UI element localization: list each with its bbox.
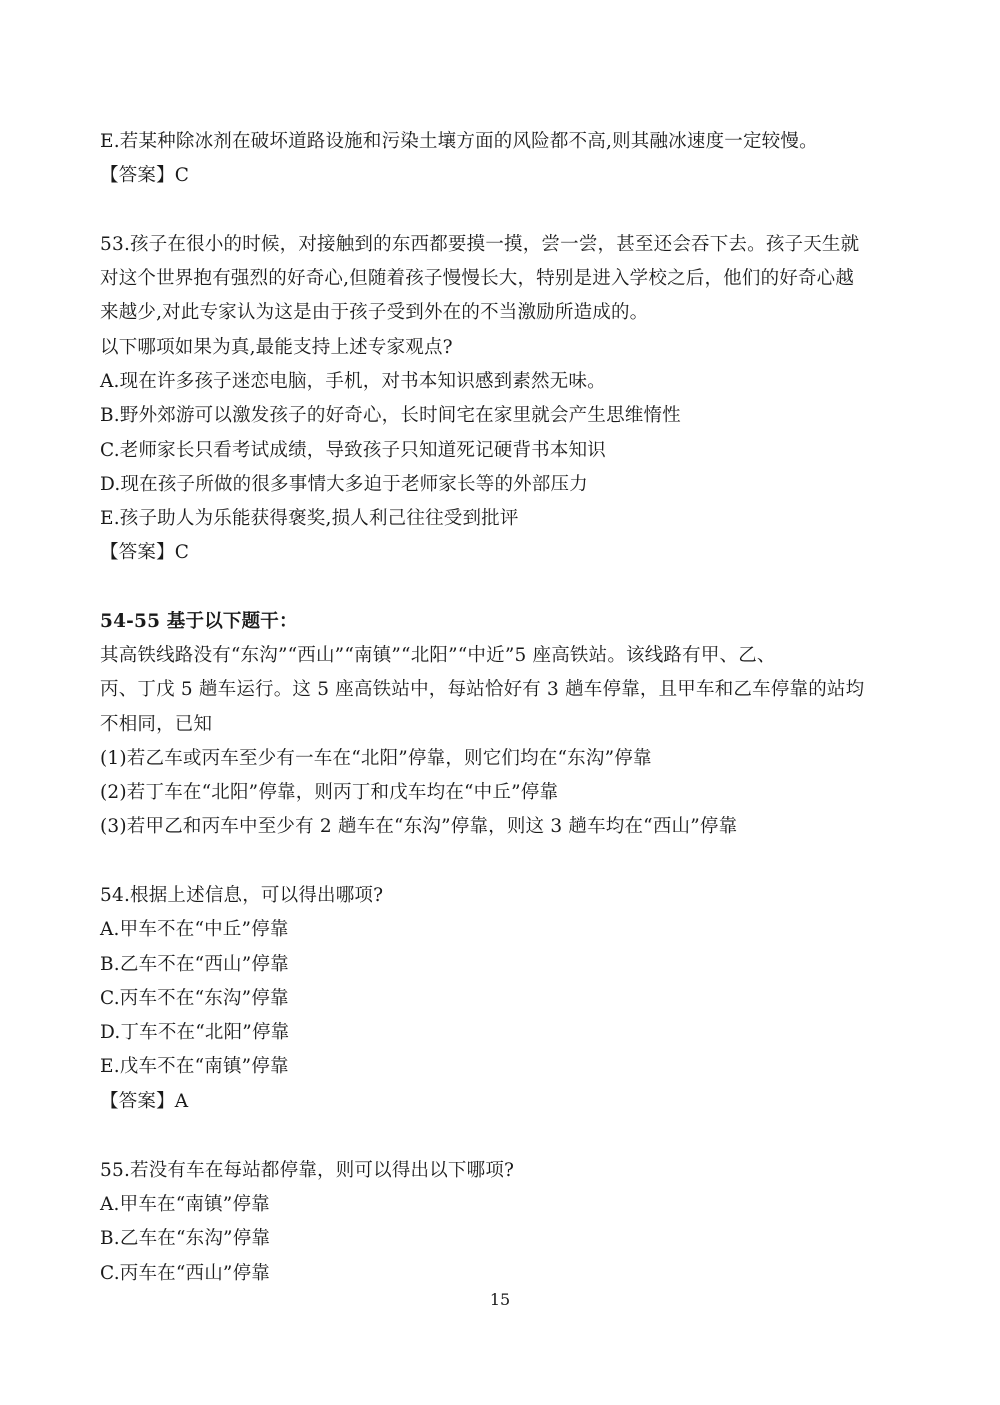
q53-option-a: A.现在许多孩子迷恋电脑，手机，对书本知识感到素然无味。 bbox=[100, 371, 606, 392]
q53-option-b: B.野外郊游可以激发孩子的好奇心，长时间宅在家里就会产生思维惰性 bbox=[100, 405, 681, 426]
q53-stem-line-2: 对这个世界抱有强烈的好奇心,但随着孩子慢慢长大，特别是进入学校之后，他们的好奇心越 bbox=[100, 268, 855, 289]
q54-55-stem-line-3: 不相同，已知 bbox=[100, 714, 213, 735]
q54-option-c: C.丙车不在“东沟”停靠 bbox=[100, 988, 289, 1009]
q54-55-heading: 54-55 基于以下题干： bbox=[100, 611, 298, 632]
prev-answer: 【答案】C bbox=[100, 165, 190, 186]
q53-stem-line-1: 53.孩子在很小的时候，对接触到的东西都要摸一摸，尝一尝，甚至还会吞下去。孩子天生就 bbox=[100, 234, 860, 255]
q55-option-c: C.丙车在“西山”停靠 bbox=[100, 1263, 270, 1284]
q54-option-b: B.乙车不在“西山”停靠 bbox=[100, 954, 289, 975]
q53-question: 以下哪项如果为真,最能支持上述专家观点? bbox=[100, 337, 453, 358]
q54-55-condition-1: (1)若乙车或丙车至少有一车在“北阳”停靠，则它们均在“东沟”停靠 bbox=[100, 748, 652, 769]
q53-option-c: C.老师家长只看考试成绩，导致孩子只知道死记硬背书本知识 bbox=[100, 440, 606, 461]
q54-55-condition-3: (3)若甲乙和丙车中至少有 2 趟车在“东沟”停靠，则这 3 趟车均在“西山”停靠 bbox=[100, 816, 738, 837]
prev-option-e: E.若某种除冰剂在破坏道路设施和污染土壤方面的风险都不高,则其融冰速度一定较慢。 bbox=[100, 131, 818, 152]
q53-stem-line-3: 来越少,对此专家认为这是由于孩子受到外在的不当激励所造成的。 bbox=[100, 302, 649, 323]
q54-option-d: D.丁车不在“北阳”停靠 bbox=[100, 1022, 290, 1043]
q54-55-stem-line-1: 其高铁线路没有“东沟”“西山”“南镇”“北阳”“中近”5 座高铁站。该线路有甲、乙、 bbox=[100, 645, 776, 666]
q54-option-a: A.甲车不在“中丘”停靠 bbox=[100, 919, 289, 940]
q55-option-a: A.甲车在“南镇”停靠 bbox=[100, 1194, 270, 1215]
q54-55-stem-line-2: 丙、丁戊 5 趟车运行。这 5 座高铁站中，每站恰好有 3 趟车停靠，且甲车和乙车停靠的站均 bbox=[100, 679, 865, 700]
q54-option-e: E.戊车不在“南镇”停靠 bbox=[100, 1056, 289, 1077]
q53-answer: 【答案】C bbox=[100, 542, 190, 563]
q55-question: 55.若没有车在每站都停靠，则可以得出以下哪项? bbox=[100, 1160, 515, 1181]
q54-55-condition-2: (2)若丁车在“北阳”停靠，则丙丁和戊车均在“中丘”停靠 bbox=[100, 782, 559, 803]
q53-option-e: E.孩子助人为乐能获得褒奖,损人利己往往受到批评 bbox=[100, 508, 519, 529]
q54-answer: 【答案】A bbox=[100, 1091, 189, 1112]
q53-option-d: D.现在孩子所做的很多事情大多迫于老师家长等的外部压力 bbox=[100, 474, 588, 495]
q54-question: 54.根据上述信息，可以得出哪项? bbox=[100, 885, 384, 906]
page-number: 15 bbox=[489, 1290, 511, 1309]
q55-option-b: B.乙车在“东沟”停靠 bbox=[100, 1228, 271, 1249]
